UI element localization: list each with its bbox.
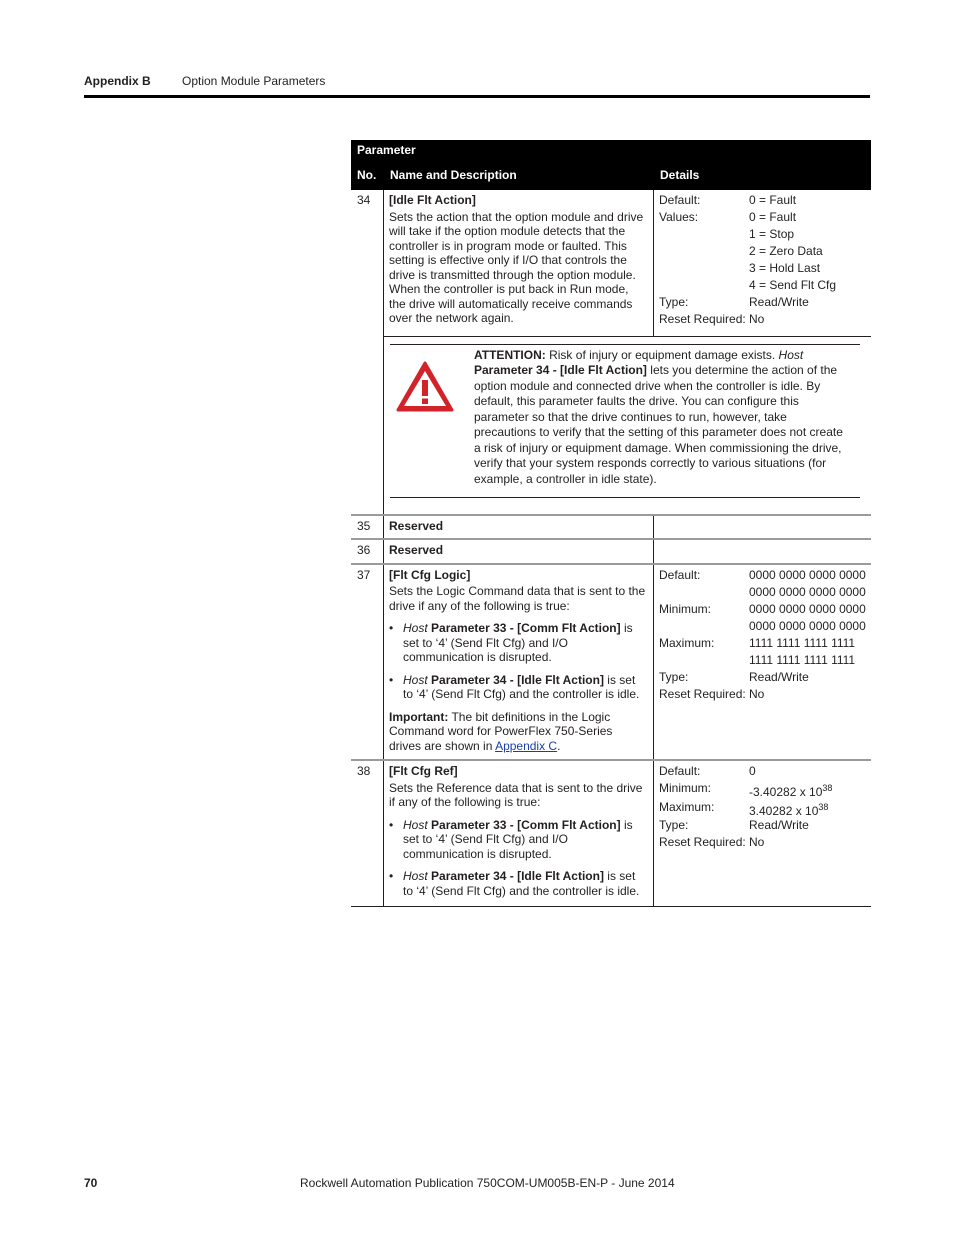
param-no: 34 [351, 190, 384, 337]
param-details [654, 190, 871, 337]
detail-maximum: Maximum: 3.40282 x $10^{38}$ [659, 799, 829, 818]
detail-type: Type: Read/Write [659, 669, 809, 684]
attention-box [390, 344, 860, 498]
table-row [351, 190, 871, 337]
param-name-cell [384, 516, 654, 539]
detail-minimum: Minimum: 0000 0000 0000 0000 0000 0000 0000 0000 [659, 601, 866, 633]
publication-id: Rockwell Automation Publication 750COM-UM005B-EN-P - June 2014 [300, 1176, 675, 1190]
bullet: • [389, 869, 394, 883]
param-name: Reserved [389, 543, 444, 557]
detail-maximum: Maximum: 1111 1111 1111 1111 1111 1111 1111 1111 [659, 635, 856, 667]
detail-reset: Reset Required: No [659, 686, 765, 701]
list-item: • Host Parameter 34 - [Idle Flt Action] is set to ‘4’ (Send Flt Cfg) and the controller is idle. [389, 672, 640, 701]
table-row [351, 761, 871, 907]
list-item: • Host Parameter 33 - [Comm Flt Action] is set to ‘4’ (Send Flt Cfg) and I/O communication is disrupted. [389, 817, 633, 861]
attention-param: Parameter 34 - [Idle Flt Action] [474, 363, 647, 377]
detail-reset: Reset Required: No [659, 312, 765, 326]
detail-type: Type: Read/Write [659, 818, 809, 832]
param-description: Sets the Logic Command data that is sent to the drive if any of the following is true: [389, 584, 646, 613]
table-row [351, 540, 871, 565]
param-no: 36 [351, 540, 384, 563]
bullet: • [389, 672, 394, 687]
param-details [654, 565, 871, 760]
table-header [351, 140, 871, 190]
list-item: • Host Parameter 34 - [Idle Flt Action] is set to ‘4’ (Send Flt Cfg) and the controller is idle. [389, 869, 640, 898]
page-number: 70 [84, 1176, 98, 1190]
attention-text: ATTENTION: Risk of injury or equipment damage exists. Host Parameter 34 - [Idle Flt Action] lets you determine the action of the option module and connected drive when the controller is idle. By default, this parameter faults the drive. You can configure this parameter so that the drive continues to run, however, take precautions to verify that the setting of this parameter does not create a risk of injury or equipment damage. When commissioning the drive, verify that your system responds correctly to various situations (for example, a controller in idle state). [474, 347, 843, 486]
param-name: [Flt Cfg Ref] [389, 764, 458, 778]
attention-label: ATTENTION: [474, 347, 546, 362]
detail-values: Values: 0 = Fault 1 = Stop 2 = Zero Data 3 = Hold Last 4 = Send Flt Cfg [659, 210, 837, 292]
header-parameter: Parameter [357, 143, 416, 157]
detail-default: Default: 0000 0000 0000 0000 0000 0000 0000 0000 [659, 567, 866, 599]
header-name-description: Name and Description [390, 168, 517, 182]
param-name: [Idle Flt Action] [389, 193, 476, 207]
detail-minimum: Minimum: -3.40282 x $10^{38}$ [659, 781, 833, 799]
list-item: • Host Parameter 33 - [Comm Flt Action] is set to ‘4’ (Send Flt Cfg) and I/O communication is disrupted. [389, 621, 633, 664]
warning-triangle-icon [396, 361, 454, 412]
param-description: Sets the action that the option module and drive will take if the option module detects that the controller is in program mode or faulted. This setting is effective only if I/O that controls the drive is transmitted through the option module. When the controller is put back in Run mode, the drive will automatically receive commands over the network again. [389, 209, 644, 325]
header-section: Appendix B [84, 74, 151, 88]
detail-default: Default: 0 = Fault [659, 193, 797, 207]
attention-row [351, 337, 871, 516]
bullet: • [389, 817, 394, 832]
param-no: 35 [351, 516, 384, 539]
param-description: Sets the Reference data that is sent to the drive if any of the following is true: [389, 780, 643, 809]
important-note: Important: The bit definitions in the Logic Command word for PowerFlex 750-Series drives are shown in Appendix C. [389, 709, 613, 753]
param-name: [Flt Cfg Logic] [389, 567, 471, 582]
bullet: • [389, 621, 394, 635]
header-details: Details [660, 168, 700, 182]
table-row [351, 565, 871, 762]
appendix-c-link[interactable]: Appendix C [495, 738, 558, 753]
table-row [351, 516, 871, 541]
param-details [654, 761, 871, 906]
param-name-cell [384, 540, 654, 563]
parameter-table [351, 140, 871, 907]
detail-reset: Reset Required: No [659, 835, 765, 849]
param-name-cell [384, 761, 654, 906]
detail-type: Type: Read/Write [659, 295, 809, 309]
param-name: Reserved [389, 518, 444, 533]
detail-default: Default: 0 [659, 764, 756, 778]
header-rule [84, 95, 870, 98]
param-no: 38 [351, 761, 384, 906]
param-name-cell [384, 190, 654, 337]
header-title: Option Module Parameters [182, 74, 326, 88]
param-name-cell [384, 565, 654, 760]
header-no: No. [357, 168, 377, 182]
param-no: 37 [351, 565, 384, 760]
